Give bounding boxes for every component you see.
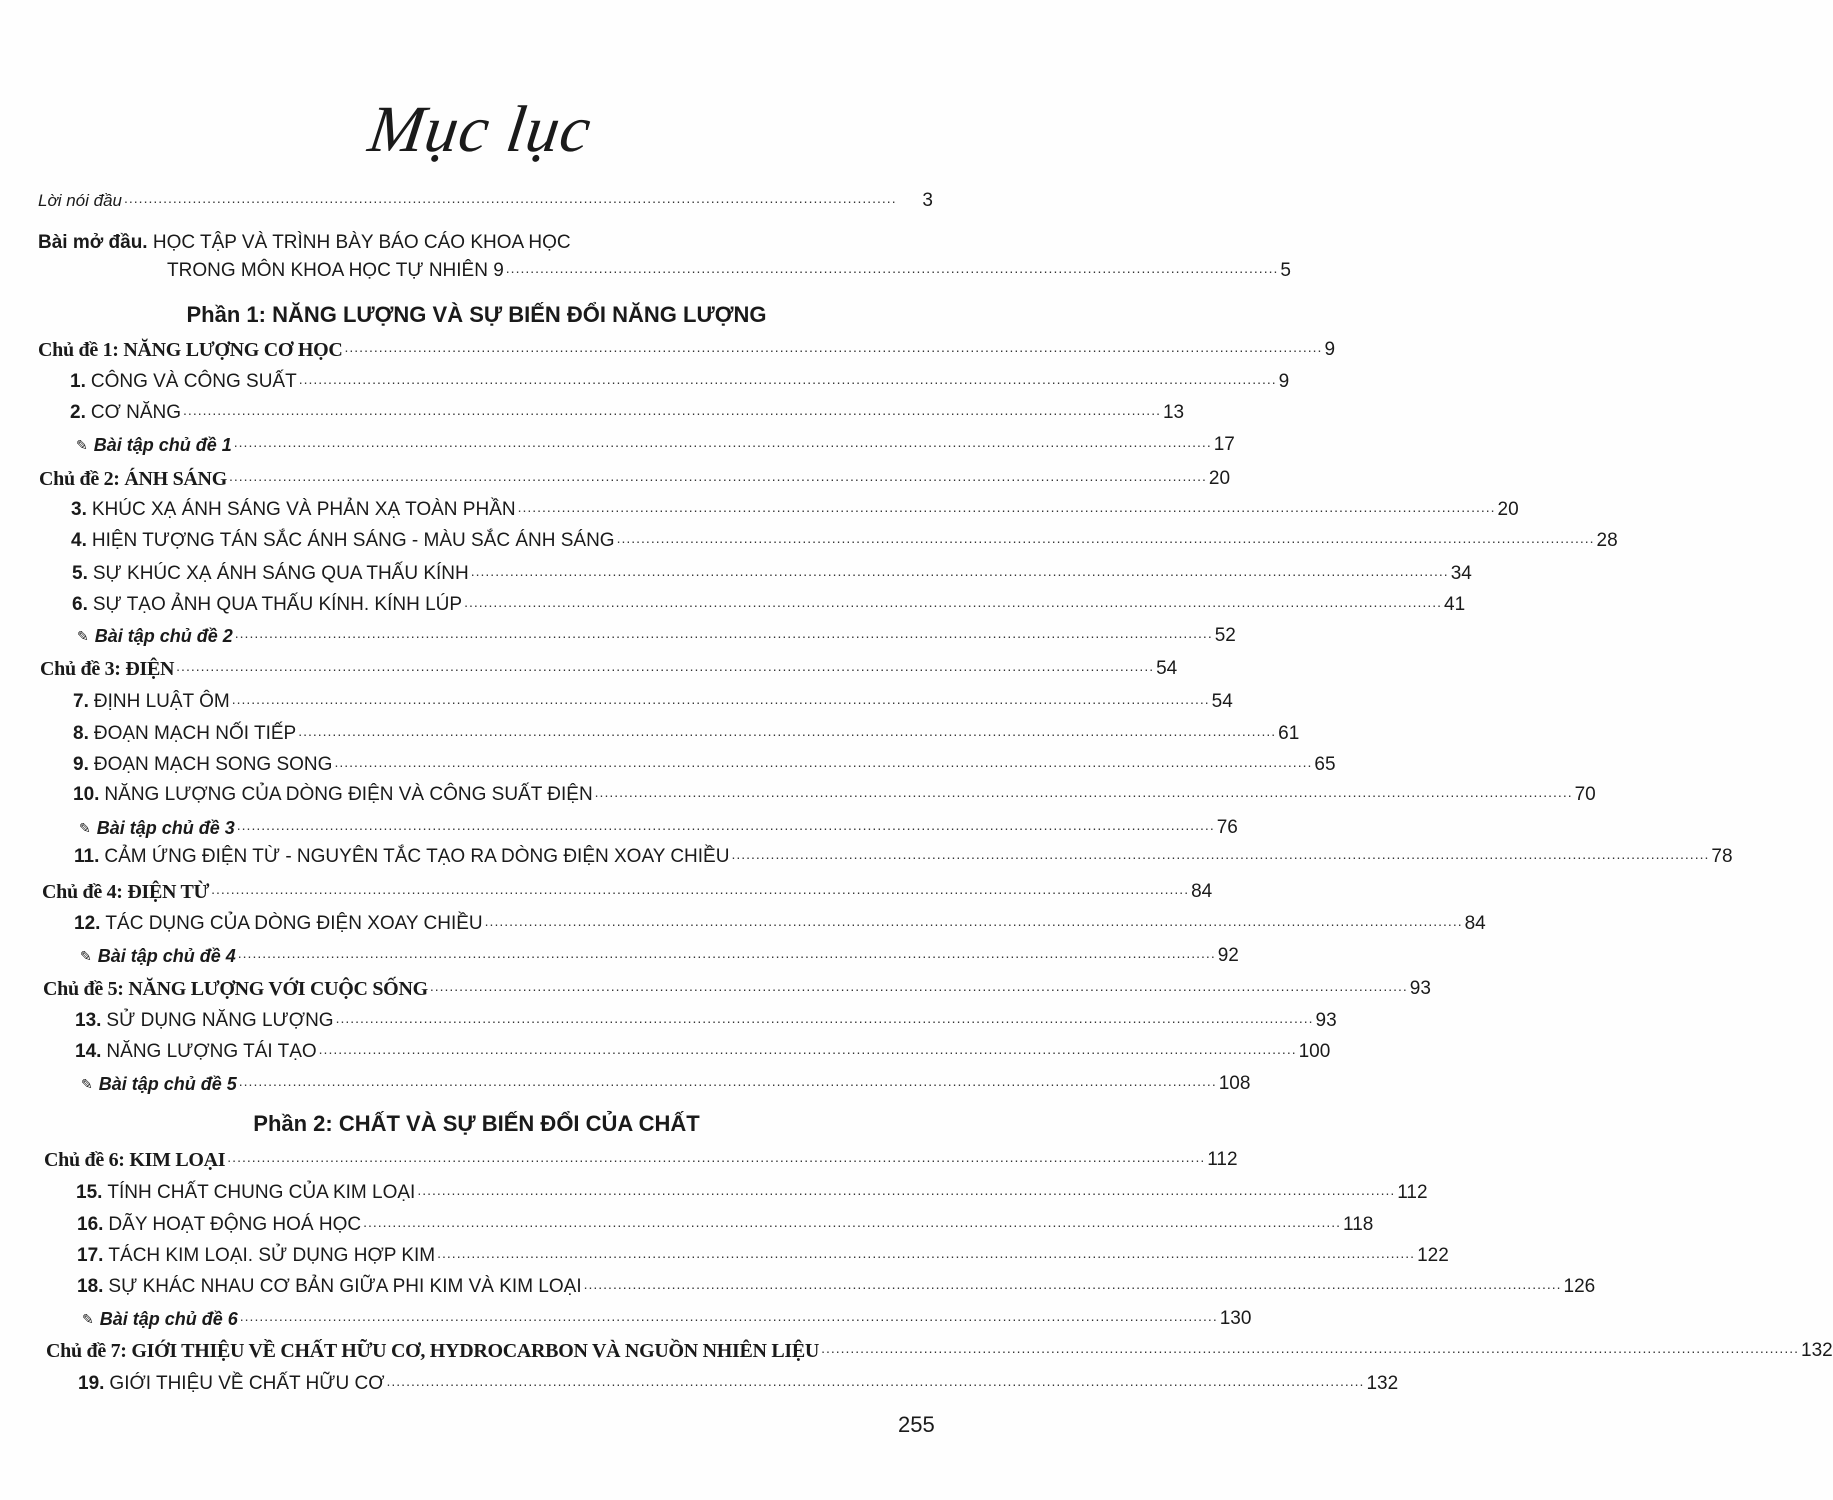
entry-title: Chủ đề 7: GIỚI THIỆU VỀ CHẤT HỮU CƠ, HYDROCARBON VÀ NGUỒN NHIÊN LIỆU: [46, 1340, 820, 1362]
entry-title: CÔNG VÀ CÔNG SUẤT: [90, 371, 297, 392]
toc-entry-lesson[interactable]: [41, 683, 1233, 713]
lesson-number: 2.: [70, 402, 86, 423]
entry-page: 41: [1444, 594, 1466, 615]
dot-leader: ........................................................................................................................................................................................................: [335, 1010, 1314, 1026]
dot-leader: ........................................................................................................................................................................................................: [233, 434, 1212, 450]
lesson-number: 10.: [73, 784, 100, 805]
entry-title: Chủ đề 5: NĂNG LƯỢNG VỚI CUỘC SỐNG: [43, 978, 428, 1000]
dot-leader: ........................................................................................................................................................................................................: [821, 1340, 1799, 1356]
toc-entry-chapter[interactable]: [40, 650, 1178, 680]
entry-title: DÃY HOẠT ĐỘNG HOÁ HỌC: [108, 1214, 362, 1235]
dot-leader: ..............................................................................................................................................................: [505, 260, 1279, 276]
entry-page: 78: [1711, 846, 1733, 867]
entry-page: 93: [1315, 1010, 1337, 1031]
entry-title: HIỆN TƯỢNG TÁN SẮC ÁNH SÁNG - MÀU SẮC ÁNH SÁNG: [91, 530, 615, 551]
toc-entry-lesson[interactable]: [41, 746, 1336, 776]
entry-page: 84: [1464, 913, 1486, 934]
dot-leader: ........................................................................................................................................................................................................: [594, 784, 1573, 800]
lesson-number: 7.: [73, 691, 89, 712]
entry-title: SỰ KHÁC NHAU CƠ BẢN GIỮA PHI KIM VÀ KIM LOẠI: [108, 1276, 582, 1297]
toc-entry-exercise[interactable]: [42, 809, 1238, 839]
toc-entry-exercise[interactable]: [43, 937, 1239, 967]
dot-leader: ........................................................................................................................................................................................................: [616, 530, 1595, 546]
opening-title-line2: TRONG MÔN KHOA HỌC TỰ NHIÊN 9: [167, 260, 504, 281]
entry-page: 54: [1211, 691, 1233, 712]
lesson-number: 13.: [75, 1010, 102, 1031]
toc-entry-lesson[interactable]: [45, 1268, 1596, 1298]
entry-page: 93: [1409, 978, 1431, 999]
entry-page: 76: [1216, 817, 1238, 838]
toc-entry-chapter[interactable]: [39, 460, 1231, 490]
toc-entry-chapter[interactable]: [44, 1141, 1238, 1171]
lesson-number: 16.: [77, 1214, 104, 1235]
entry-page: 130: [1219, 1308, 1252, 1329]
toc-entry-lesson[interactable]: [39, 522, 1618, 552]
entry-page: 100: [1298, 1041, 1331, 1062]
dot-leader: ........................................................................................................................................................................................................: [344, 339, 1323, 355]
lesson-number: 18.: [77, 1276, 104, 1297]
entry-page: 92: [1217, 945, 1239, 966]
dot-leader: ........................................................................................................................................................................................................: [298, 371, 1277, 387]
dot-leader: ........................................................................................................................................................................................................: [228, 468, 1207, 484]
lesson-number: 4.: [71, 530, 87, 551]
lesson-number: 12.: [74, 913, 101, 934]
entry-title: CƠ NĂNG: [90, 402, 182, 423]
dot-leader: ........................................................................................................................................................................................................: [363, 1214, 1342, 1230]
toc-entry-opening-line1[interactable]: [38, 232, 571, 254]
entry-page: 13: [1162, 402, 1185, 423]
page-title: Mục lục: [364, 93, 596, 166]
dot-leader: ........................................................................................................................................................................................................: [464, 594, 1443, 610]
pencil-writing-icon: ✎: [80, 948, 92, 964]
lesson-number: 15.: [76, 1182, 103, 1203]
pencil-writing-icon: ✎: [77, 628, 89, 644]
entry-page: 112: [1207, 1149, 1238, 1170]
dot-leader: ........................................................................................................................................................................................................: [334, 754, 1313, 770]
dot-leader: ........................................................................................................................................................................................................: [583, 1276, 1562, 1292]
entry-title: Bài tập chủ đề 3: [96, 818, 235, 838]
lesson-number: 6.: [72, 594, 88, 615]
dot-leader: ........................................................................................................................................................................................................: [231, 691, 1210, 707]
toc-entry-lesson[interactable]: [39, 491, 1519, 521]
toc-entry-part: [0, 1105, 953, 1135]
entry-title: Bài tập chủ đề 4: [97, 946, 236, 966]
entry-page: 108: [1218, 1073, 1251, 1094]
entry-title: Bài tập chủ đề 5: [98, 1074, 237, 1094]
toc-entry-chapter[interactable]: [42, 873, 1213, 903]
toc-entry-part: [0, 296, 953, 326]
entry-page: 3: [922, 190, 933, 211]
toc-entry-lesson[interactable]: [45, 1206, 1374, 1236]
entry-page: 61: [1278, 723, 1300, 744]
entry-title: TÁCH KIM LOẠI. SỬ DỤNG HỢP KIM: [108, 1245, 436, 1266]
dot-leader: ........................................................................................................................................................................................................: [227, 1149, 1206, 1165]
entry-title: SỰ KHÚC XẠ ÁNH SÁNG QUA THẤU KÍNH: [92, 563, 469, 584]
entry-title: TÁC DỤNG CỦA DÒNG ĐIỆN XOAY CHIỀU: [105, 913, 483, 934]
toc-entry-lesson[interactable]: [43, 1033, 1331, 1063]
dot-leader: ........................................................................................................................................................................................................: [211, 881, 1190, 897]
lesson-number: 3.: [71, 499, 87, 520]
entry-title: Chủ đề 3: ĐIỆN: [40, 658, 175, 680]
dot-leader: ........................................................................................................................................................................................................: [183, 402, 1161, 418]
dot-leader: ........................................................................................................................................................................................................: [239, 1308, 1218, 1324]
entry-page: 34: [1450, 563, 1472, 584]
entry-page: 84: [1191, 881, 1213, 902]
lesson-number: 14.: [75, 1041, 102, 1062]
entry-page: 17: [1213, 434, 1235, 455]
toc-entry-opening-line2[interactable]: [167, 252, 1291, 282]
entry-page: 9: [1278, 371, 1290, 392]
entry-page: 70: [1574, 784, 1596, 805]
entry-title: Bài tập chủ đề 1: [93, 435, 232, 455]
toc-entry-lesson[interactable]: [43, 1002, 1337, 1032]
entry-page: 9: [1324, 339, 1336, 360]
toc-entry-chapter[interactable]: [38, 331, 1336, 361]
lesson-number: 11.: [74, 846, 100, 867]
entry-page: 20: [1497, 499, 1519, 520]
entry-title: SỰ TẠO ẢNH QUA THẤU KÍNH. KÍNH LÚP: [92, 594, 463, 615]
entry-page: 54: [1156, 658, 1178, 679]
toc-entry-lesson[interactable]: [46, 1365, 1399, 1395]
opening-label: Bài mở đầu.: [38, 232, 148, 253]
dot-leader: ........................................................................................................................................................................................................: [298, 723, 1277, 739]
entry-title: Chủ đề 4: ĐIỆN TỪ: [42, 881, 210, 903]
dot-leader: ........................................................................................................................................................................................................: [484, 913, 1463, 929]
dot-leader: ........................................................................................................................................................................................................: [236, 817, 1215, 833]
opening-title-line1: HỌC TẬP VÀ TRÌNH BÀY BÁO CÁO KHOA HỌC: [152, 232, 571, 253]
pencil-writing-icon: ✎: [79, 820, 91, 836]
entry-title: Phần 1: NĂNG LƯỢNG VÀ SỰ BIẾN ĐỔI NĂNG LƯỢNG: [186, 302, 767, 327]
toc-entry-exercise[interactable]: [45, 1300, 1252, 1330]
page-number: 255: [898, 1412, 935, 1437]
entry-page: 132: [1801, 1340, 1833, 1361]
lesson-number: 19.: [78, 1373, 105, 1394]
lesson-number: 1.: [70, 371, 86, 392]
dot-leader: ..............................................................................................................................................................: [124, 190, 897, 206]
dot-leader: ........................................................................................................................................................................................................: [437, 1245, 1416, 1261]
dot-leader: ........................................................................................................................................................................................................: [176, 658, 1155, 674]
dot-leader: ........................................................................................................................................................................................................: [386, 1373, 1365, 1389]
toc-entry-lesson[interactable]: [40, 555, 1472, 585]
dot-leader: ........................................................................................................................................................................................................: [417, 1182, 1396, 1198]
toc-entry-exercise[interactable]: [39, 426, 1235, 456]
entry-page: 122: [1417, 1245, 1449, 1266]
toc-entry-lesson[interactable]: [38, 394, 1185, 424]
lesson-number: 8.: [73, 723, 89, 744]
entry-title: NĂNG LƯỢNG TÁI TẠO: [106, 1041, 317, 1062]
entry-title: GIỚI THIỆU VỀ CHẤT HỮU CƠ: [109, 1373, 385, 1394]
entry-title: Bài tập chủ đề 2: [94, 626, 233, 646]
toc-entry-lesson[interactable]: [45, 1237, 1449, 1267]
entry-title: NĂNG LƯỢNG CỦA DÒNG ĐIỆN VÀ CÔNG SUẤT ĐIỆN: [104, 784, 593, 805]
toc-entry-chapter[interactable]: [46, 1332, 1833, 1362]
entry-page: 28: [1596, 530, 1618, 551]
entry-page: 132: [1366, 1373, 1399, 1394]
toc-entry-lesson[interactable]: [41, 715, 1300, 745]
entry-page: 118: [1343, 1214, 1374, 1235]
dot-leader: ........................................................................................................................................................................................................: [517, 499, 1496, 515]
entry-title: CẢM ỨNG ĐIỆN TỪ - NGUYÊN TẮC TẠO RA DÒNG ĐIỆN XOAY CHIỀU: [104, 846, 730, 867]
toc-entry-chapter[interactable]: [43, 970, 1431, 1000]
toc-entry-exercise[interactable]: [40, 617, 1236, 647]
entry-title: ĐOẠN MẠCH NỐI TIẾP: [93, 723, 297, 744]
toc-entry-exercise[interactable]: [44, 1065, 1251, 1095]
toc-entry-lesson[interactable]: [41, 776, 1596, 806]
pencil-writing-icon: ✎: [82, 1311, 94, 1327]
dot-leader: ........................................................................................................................................................................................................: [238, 1073, 1217, 1089]
entry-title: SỬ DỤNG NĂNG LƯỢNG: [106, 1010, 334, 1031]
pencil-writing-icon: ✎: [76, 437, 88, 453]
entry-page: 112: [1397, 1182, 1428, 1203]
toc-entry-lesson[interactable]: [42, 905, 1486, 935]
entry-title: Chủ đề 2: ÁNH SÁNG: [39, 468, 227, 490]
toc-entry-lesson[interactable]: [42, 838, 1733, 868]
entry-page: 20: [1208, 468, 1231, 489]
dot-leader: ........................................................................................................................................................................................................: [318, 1041, 1297, 1057]
entry-title: TÍNH CHẤT CHUNG CỦA KIM LOẠI: [107, 1182, 416, 1203]
pencil-writing-icon: ✎: [81, 1076, 93, 1092]
toc-entry-intro[interactable]: [38, 182, 933, 212]
dot-leader: ........................................................................................................................................................................................................: [429, 978, 1408, 994]
entry-title: ĐỊNH LUẬT ÔM: [93, 691, 230, 712]
toc-entry-lesson[interactable]: [40, 586, 1466, 616]
entry-title: Chủ đề 1: NĂNG LƯỢNG CƠ HỌC: [38, 339, 343, 361]
lesson-number: 9.: [73, 754, 89, 775]
entry-page: 52: [1214, 625, 1236, 646]
dot-leader: ........................................................................................................................................................................................................: [237, 945, 1216, 961]
lesson-number: 5.: [72, 563, 88, 584]
toc-entry-lesson[interactable]: [38, 363, 1290, 393]
dot-leader: ........................................................................................................................................................................................................: [731, 846, 1710, 862]
entry-page: 126: [1563, 1276, 1596, 1297]
entry-title: Phần 2: CHẤT VÀ SỰ BIẾN ĐỔI CỦA CHẤT: [253, 1111, 700, 1136]
entry-title: Chủ đề 6: KIM LOẠI: [44, 1149, 226, 1171]
dot-leader: ........................................................................................................................................................................................................: [234, 625, 1213, 641]
entry-title: Bài tập chủ đề 6: [99, 1309, 238, 1329]
lesson-number: 17.: [77, 1245, 104, 1266]
entry-title: ĐOẠN MẠCH SONG SONG: [93, 754, 333, 775]
toc-entry-lesson[interactable]: [44, 1174, 1428, 1204]
entry-title: Lời nói đầu: [38, 191, 123, 210]
entry-page: 65: [1314, 754, 1336, 775]
entry-page: 5: [1280, 260, 1291, 281]
dot-leader: ........................................................................................................................................................................................................: [470, 563, 1449, 579]
entry-title: KHÚC XẠ ÁNH SÁNG VÀ PHẢN XẠ TOÀN PHẦN: [91, 499, 516, 520]
